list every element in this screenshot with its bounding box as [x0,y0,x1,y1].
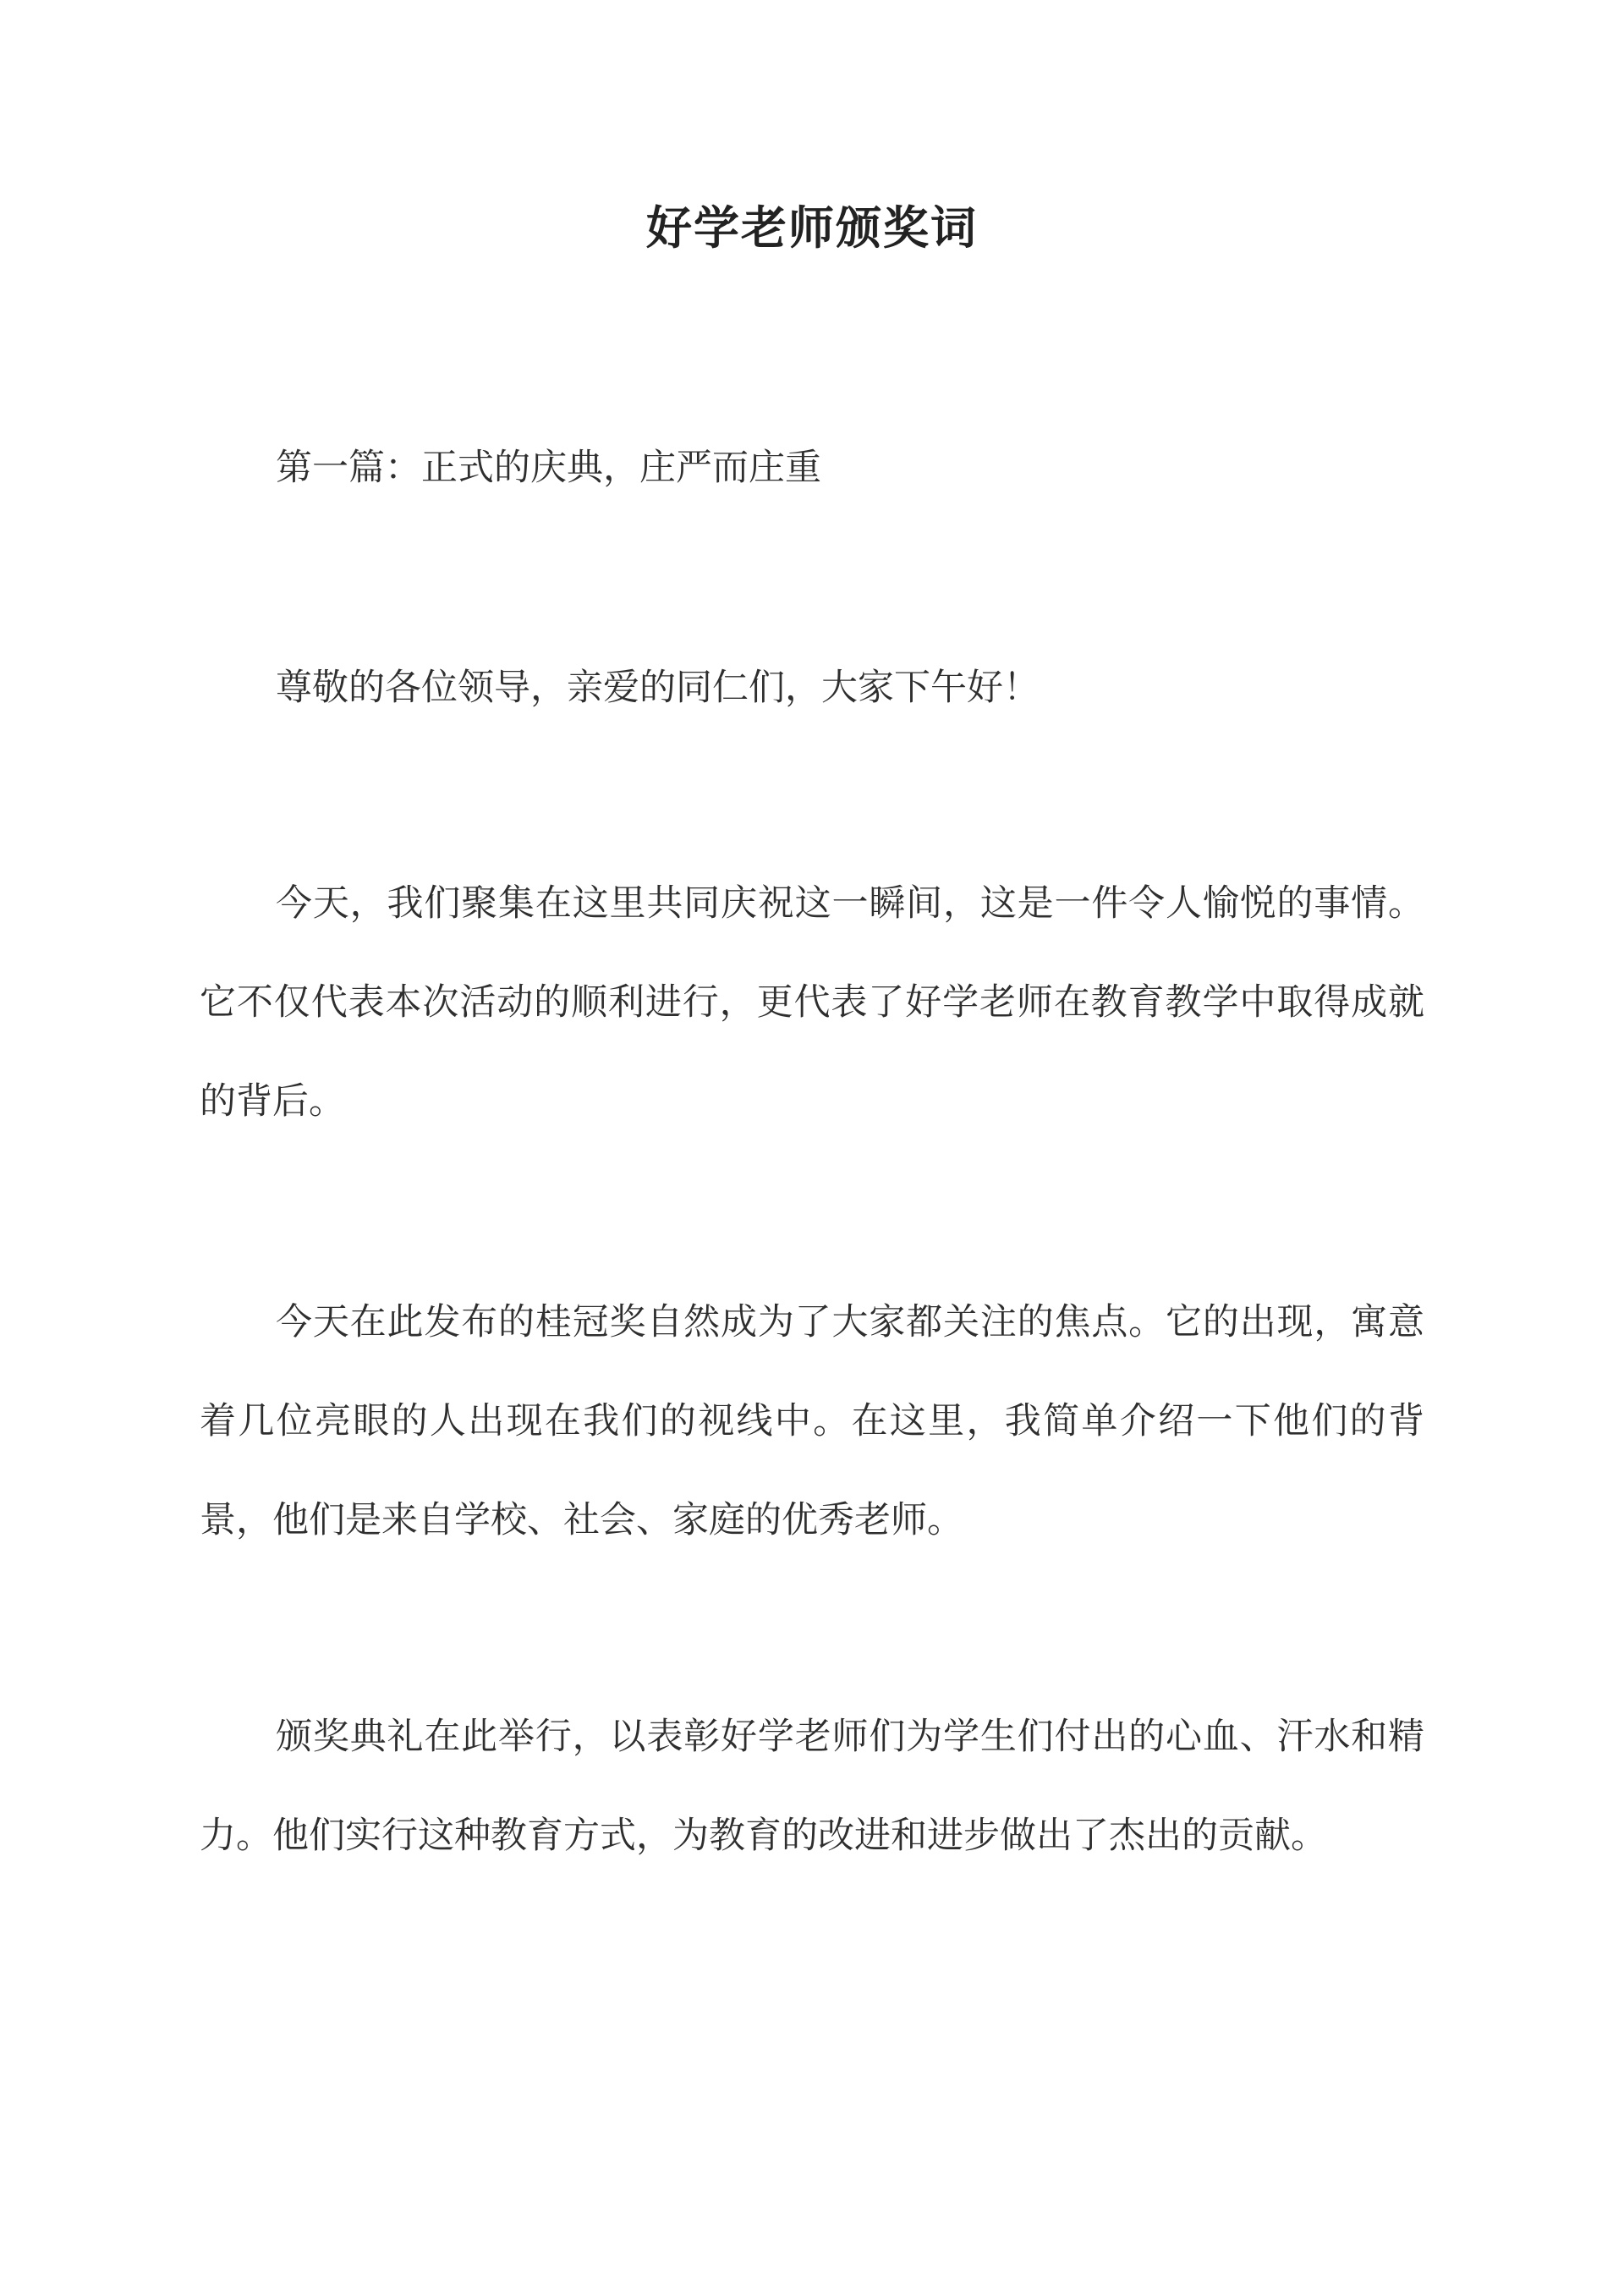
paragraph-celebration: 今天，我们聚集在这里共同庆祝这一瞬间，这是一件令人愉悦的事情。它不仅代表本次活动的顺利进行，更代表了好学老师在教育教学中取得成就的背后。 [200,882,1424,1123]
paragraph-ceremony-purpose: 颁奖典礼在此举行，以表彰好学老师们为学生们付出的心血、汗水和精力。他们实行这种教育方式，为教育的改进和进步做出了杰出的贡献。 [200,1716,1424,1857]
paragraph-section-heading: 第一篇：正式的庆典，庄严而庄重 [276,447,821,489]
paragraph-greeting: 尊敬的各位领导，亲爱的同仁们，大家下午好！ [276,667,1040,709]
paragraph-award-introduction: 今天在此发布的桂冠奖自然成为了大家都关注的焦点。它的出现，寓意着几位亮眼的人出现在我们的视线中。在这里，我简单介绍一下他们的背景，他们是来自学校、社会、家庭的优秀老师。 [200,1301,1424,1541]
document-title: 好学老师颁奖词 [646,200,978,255]
